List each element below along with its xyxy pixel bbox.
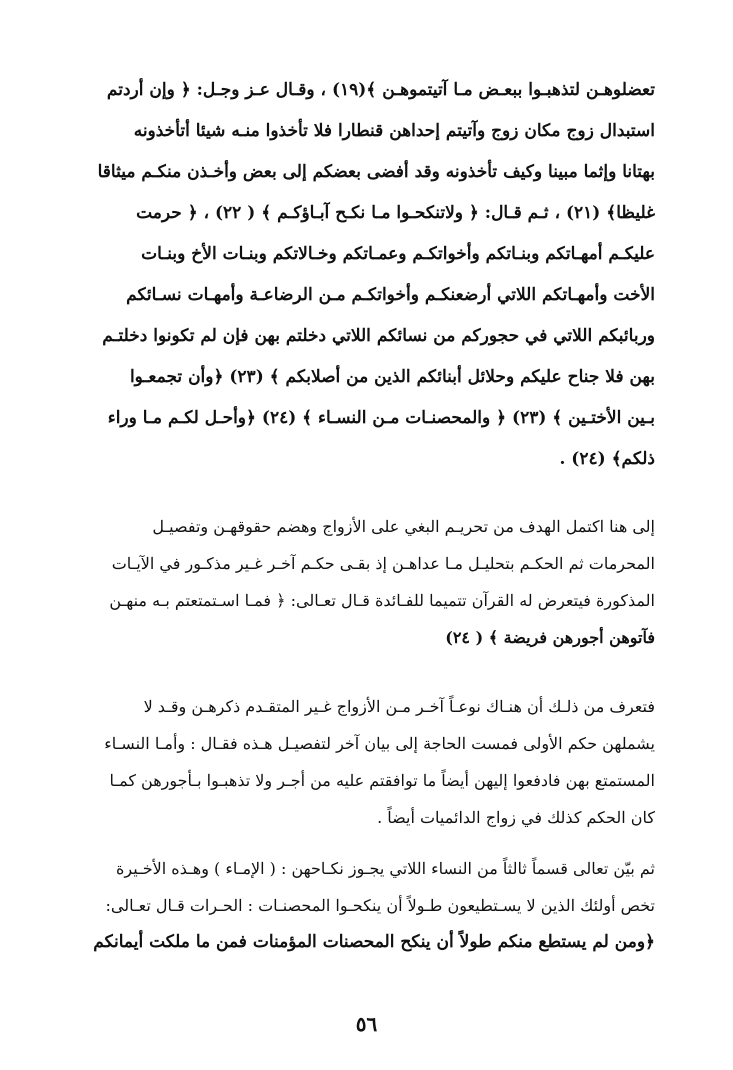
text-line: وربائبكم اللاتي في حجوركم من نسائكم اللاتي دخلتم بهن فإن لم تكونوا دخلتـم — [102, 326, 655, 346]
text-line: فآتوهن أجورهن فريضة ﴾ ( ٢٤) — [445, 628, 655, 647]
text-line: غليظا﴾ (٢١) ، ثـم قـال: ﴿ ولاتنكحـوا مـا نكـح آبـاؤكـم ﴾ ( ٢٢) ، ﴿ حرمت — [136, 203, 655, 223]
text-line: بـين الأختـين ﴾ (٢٣) ﴿ والمحصنـات مـن النسـاء ﴾ (٢٤) ﴿وأحـل لكـم مـا وراء — [107, 408, 655, 428]
text-line: عليكـم أمهـاتكم وبنـاتكم وأخواتكـم وعمـاتكم وخـالاتكم وبنـات الأخ وبنـات — [141, 244, 655, 264]
text-line: يشملهن حكم الأولى فمست الحاجة إلى بيان آخر لتفصيـل هـذه فقـال : وأمـا النسـاء — [104, 734, 655, 753]
text-line: المستمتع بهن فادفعوا إليهن أيضاً ما توافقتم عليه من أجـر ولا تذهبـوا بـأجورهن كمـا — [109, 771, 655, 790]
commentary-paragraph-2 — [78, 688, 655, 836]
text-line: إلى هنا اكتمل الهدف من تحريـم البغي على الأزواج وهضم حقوقهـن وتفصيـل — [152, 517, 655, 536]
commentary-paragraph-1 — [78, 508, 655, 656]
text-line: استبدال زوج مكان زوج وآتيتم إحداهن قنطارا فلا تأخذوا منـه شيئا أتأخذونه — [133, 121, 655, 141]
text-line: ﴿ومن لم يستطع منكم طولاً أن ينكح المحصنات المؤمنات فمن ما ملكت أيمانكم — [93, 932, 655, 952]
page-number: ٥٦ — [355, 1012, 378, 1036]
commentary-paragraph-3 — [78, 850, 655, 961]
text-line: المذكورة فيتعرض له القرآن تتميما للفـائدة قـال تعـالى: ﴿ فمـا اسـتمتعتم بـه منهـن — [109, 591, 655, 610]
text-line: المحرمات ثم الحكـم بتحليـل مـا عداهـن إذ بقـى حكـم آخـر غـير مذكـور في الآيـات — [111, 554, 655, 573]
text-line: كان الحكم كذلك في زواج الدائميات أيضاً . — [377, 808, 655, 827]
text-line: ذلكم﴾ (٢٤) . — [559, 449, 655, 469]
text-line: بهتانا وإثما مبينا وكيف تأخذونه وقد أفضى بعضكم إلى بعض وأخـذن منكـم ميثاقا — [97, 162, 655, 182]
quran-verses-paragraph — [78, 70, 655, 480]
text-line: الأخت وأمهـاتكم اللاتي أرضعنكـم وأخواتكـم مـن الرضاعـة وأمهـات نسـائكم — [126, 285, 655, 305]
text-line: فتعرف من ذلـك أن هنـاك نوعـاً آخـر مـن الأزواج غـير المتقـدم ذكرهـن وقـد لا — [143, 697, 655, 716]
text-line: تخص أولئك الذين لا يسـتطيعون طـولاً أن ينكحـوا المحصنـات : الحـرات قـال تعـالى: — [105, 896, 655, 915]
text-line: تعضلوهـن لتذهبـوا ببعـض مـا آتيتموهـن ﴾(١٩) ، وقـال عـز وجـل: ﴿ وإن أردتم — [106, 80, 655, 100]
text-line: ثم بيّن تعالى قسماً ثالثاً من النساء اللاتي يجـوز نكـاحهن : ( الإمـاء ) وهـذه الأخـيرة — [116, 859, 655, 878]
text-line: بهن فلا جناح عليكم وحلائل أبنائكم الذين من أصلابكم ﴾ (٢٣) ﴿وأن تجمعـوا — [129, 367, 655, 387]
